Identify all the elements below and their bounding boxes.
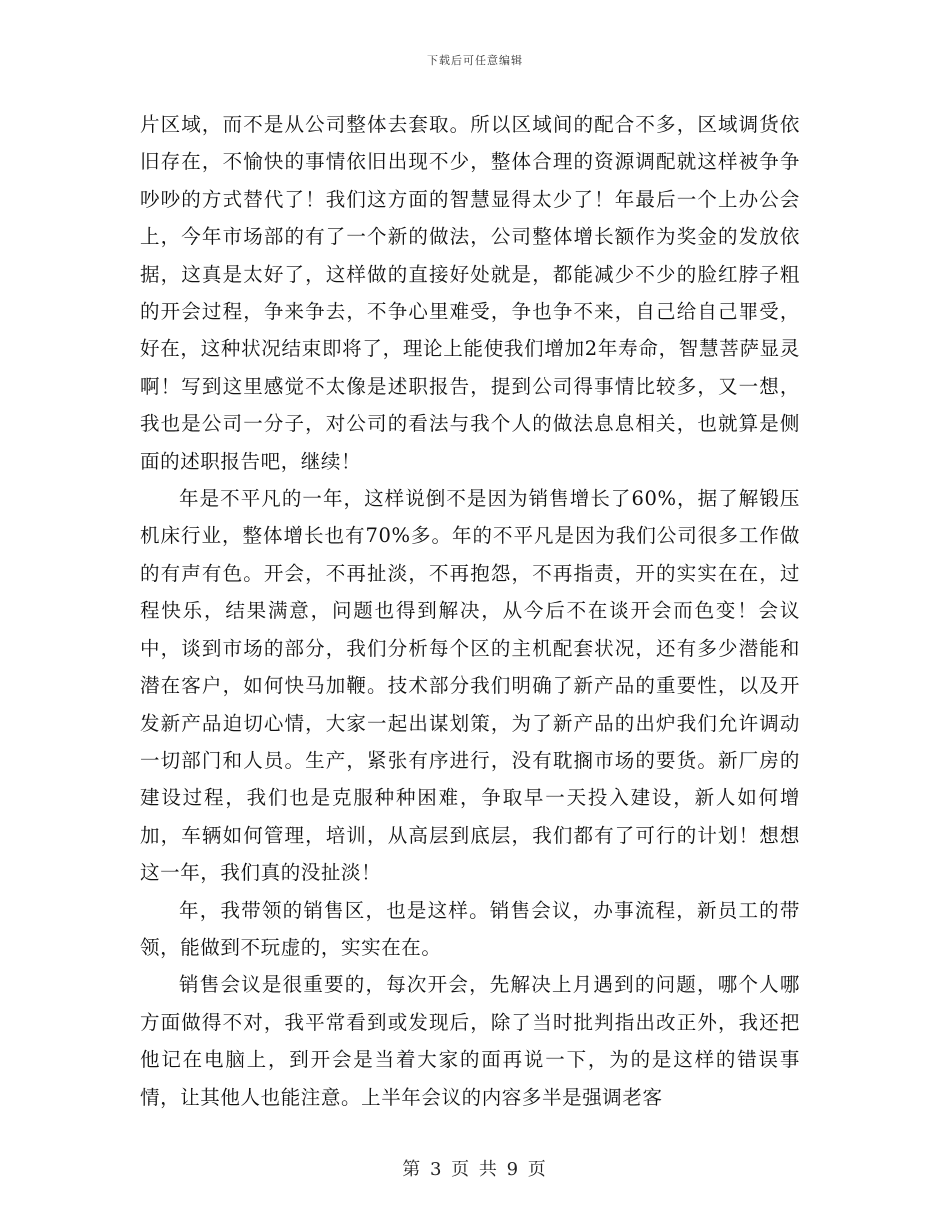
paragraph-2: 年是不平凡的一年，这样说倒不是因为销售增长了60%，据了解锻压机床行业，整体增长也有70%多。年的不平凡是因为我们公司很多工作做的有声有色。开会，不再扯淡，不再抱怨，不再指责，开的实实在在，过程快乐，结果满意，问题也得到解决，从今后不在谈开会而色变！会议中，谈到市场的部分，我们分析每个区的主机配套状况，还有多少潜能和潜在客户，如何快马加鞭。技术部分我们明确了新产品的重要性，以及开发新产品迫切心情，大家一起出谋划策，为了新产品的出炉我们允许调动一切部门和人员。生产，紧张有序进行，没有耽搁市场的要货。新厂房的建设过程，我们也是克服种种困难，争取早一天投入建设，新人如何增加，车辆如何管理，培训，从高层到底层，我们都有了可行的计划！想想这一年，我们真的没扯淡！ [140, 487, 800, 885]
paragraph-1: 片区域，而不是从公司整体去套取。所以区域间的配合不多，区域调货依旧存在，不愉快的事情依旧出现不少，整体合理的资源调配就这样被争争吵吵的方式替代了！我们这方面的智慧显得太少了！年最后一个上办公会上，今年市场部的有了一个新的做法，公司整体增长额作为奖金的发放依据，这真是太好了，这样做的直接好处就是，都能减少不少的脸红脖子粗的开会过程，争来争去，不争心里难受，争也争不来，自己给自己罪受，好在，这种状况结束即将了，理论上能使我们增加2年寿命，智慧菩萨显灵啊！写到这里感觉不太像是述职报告，提到公司得事情比较多，又一想，我也是公司一分子，对公司的看法与我个人的做法息息相关，也就算是侧面的述职报告吧，继续！ [140, 113, 800, 473]
page-footer: 第 3 页 共 9 页 [402, 1159, 548, 1180]
page-header: 下载后可任意编辑 [427, 54, 523, 67]
document-body [140, 106, 800, 1116]
paragraph-4: 销售会议是很重要的，每次开会，先解决上月遇到的问题，哪个人哪方面做得不对，我平常看到或发现后，除了当时批判指出改正外，我还把他记在电脑上，到开会是当着大家的面再说一下，为的是这样的错误事情，让其他人也能注意。上半年会议的内容多半是强调老客 [140, 973, 800, 1109]
paragraph-3: 年，我带领的销售区，也是这样。销售会议，办事流程，新员工的带领，能做到不玩虚的，实实在在。 [140, 898, 800, 959]
